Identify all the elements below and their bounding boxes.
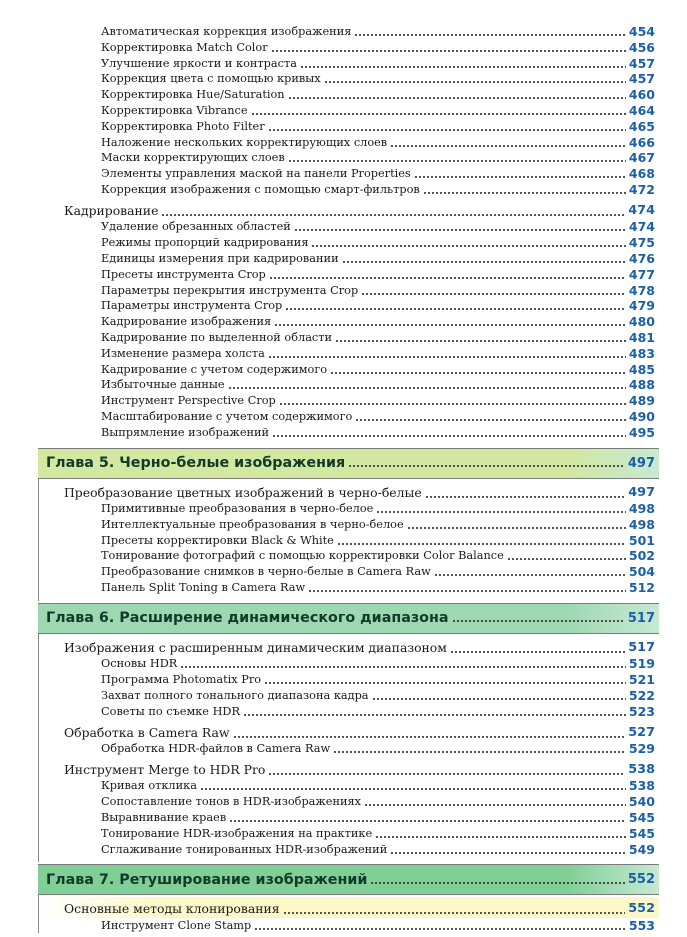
- page-number: 512: [628, 580, 655, 595]
- entry-title: Изображения с расширенным динамическим диапазоном: [64, 639, 447, 655]
- page-number: 529: [628, 741, 655, 756]
- dot-leader: [243, 714, 626, 716]
- chapter-heading[interactable]: [38, 448, 659, 479]
- page-number: 527: [628, 724, 655, 740]
- dot-leader: [233, 736, 626, 738]
- toc-subsection-entry[interactable]: [101, 917, 655, 933]
- toc-section-entry[interactable]: [64, 760, 655, 778]
- page-number: 497: [627, 455, 655, 471]
- page-number: 519: [628, 656, 655, 672]
- entry-title: Коррекция изображения с помощью смарт-фильтров: [101, 183, 420, 196]
- chapter-heading[interactable]: [38, 864, 659, 895]
- page-number: 465: [628, 118, 655, 134]
- toc-subsection-entry[interactable]: [101, 297, 655, 313]
- dot-leader: [285, 308, 626, 310]
- page-number: 477: [628, 266, 655, 282]
- entry-title: Автоматическая коррекция изображения: [101, 25, 352, 38]
- entry-title: Тонирование HDR-изображения на практике: [101, 826, 373, 840]
- dot-leader: [269, 277, 626, 279]
- page-number: 522: [628, 687, 655, 703]
- page-number: 495: [628, 424, 655, 440]
- dot-leader: [414, 176, 626, 178]
- dot-leader: [361, 293, 626, 295]
- toc-section-entry[interactable]: [64, 638, 655, 656]
- dot-leader: [342, 261, 626, 263]
- entry-title: Пресеты инструмента Crop: [101, 267, 266, 281]
- toc-subsection-entry[interactable]: [101, 329, 655, 345]
- entry-title: Кривая отклика: [101, 779, 197, 793]
- toc-subsection-entry[interactable]: [101, 809, 655, 825]
- dot-leader: [348, 465, 625, 467]
- toc-subsection-entry[interactable]: [101, 218, 655, 234]
- dot-leader: [423, 192, 626, 194]
- dot-leader: [229, 820, 626, 822]
- dot-leader: [376, 511, 626, 513]
- page-number: 538: [628, 761, 655, 777]
- dot-leader: [335, 340, 626, 342]
- toc-subsection-entry[interactable]: [101, 703, 655, 719]
- toc-subsection-entry[interactable]: [101, 671, 655, 687]
- entry-title: Инструмент Perspective Crop: [101, 394, 276, 408]
- dot-leader: [268, 129, 626, 131]
- page-number: 464: [628, 103, 655, 118]
- entry-title: Масштабирование с учетом содержимого: [101, 409, 353, 423]
- entry-title: Избыточные данные: [101, 378, 225, 392]
- toc-subsection-entry[interactable]: [101, 149, 655, 165]
- toc-subsection-entry[interactable]: [101, 250, 655, 266]
- toc-subsection-entry[interactable]: [101, 687, 655, 703]
- dot-leader: [364, 804, 626, 806]
- page-number: 545: [628, 825, 655, 841]
- entry-title: Кадрирование по выделенной области: [101, 330, 333, 344]
- toc-subsection-entry[interactable]: [101, 532, 655, 548]
- dot-leader: [161, 214, 625, 216]
- entry-title: Инструмент Merge to HDR Pro: [64, 761, 266, 777]
- toc-subsection-entry[interactable]: [101, 579, 655, 595]
- page-number: 466: [628, 134, 655, 150]
- dot-leader: [180, 666, 626, 668]
- dot-leader: [294, 229, 626, 231]
- entry-title: Пресеты корректировки Black & White: [101, 533, 334, 547]
- toc-subsection-entry[interactable]: [101, 793, 655, 809]
- toc-subsection-entry[interactable]: [101, 181, 655, 197]
- dot-leader: [390, 852, 626, 854]
- page-number: 553: [628, 917, 655, 933]
- chapter-title: Глава 6. Расширение динамического диапазона: [46, 610, 449, 627]
- page-number: 485: [628, 361, 655, 377]
- entry-title: Корректировка Match Color: [101, 40, 268, 54]
- page-number: 478: [628, 282, 655, 298]
- page-number: 457: [628, 55, 655, 71]
- dot-leader: [279, 403, 626, 405]
- page-number: 502: [628, 548, 655, 564]
- dot-leader: [274, 324, 626, 326]
- page-number: 552: [627, 872, 655, 888]
- chapter-margin-rule: [38, 895, 39, 932]
- entry-title: Преобразование снимков в черно-белые в Camera Raw: [101, 565, 431, 579]
- page-number: 540: [628, 794, 655, 810]
- page-number: 498: [628, 501, 655, 516]
- entry-title: Выравнивание краев: [101, 810, 227, 824]
- entry-title: Коррекция цвета с помощью кривых: [101, 72, 321, 86]
- page-number: 454: [628, 24, 655, 39]
- dot-leader: [354, 34, 626, 36]
- entry-title: Интеллектуальные преобразования в черно-белое: [101, 517, 404, 531]
- dot-leader: [337, 543, 626, 545]
- entry-title: Основы HDR: [101, 657, 178, 671]
- toc-subsection-entry[interactable]: [101, 70, 655, 86]
- chapter-heading[interactable]: [38, 603, 659, 634]
- dot-leader: [425, 496, 626, 498]
- entry-title: Инструмент Clone Stamp: [101, 918, 252, 932]
- toc-subsection-entry[interactable]: [101, 282, 655, 298]
- page-number: 481: [628, 329, 655, 345]
- toc-subsection-entry[interactable]: [101, 740, 655, 756]
- dot-leader: [271, 50, 626, 52]
- toc-subsection-entry[interactable]: [101, 825, 655, 841]
- entry-title: Режимы пропорций кадрирования: [101, 236, 309, 250]
- chapter-margin-rule: [38, 479, 39, 601]
- entry-title: Корректировка Hue/Saturation: [101, 88, 285, 102]
- toc-subsection-entry[interactable]: [101, 23, 655, 39]
- entry-title: Сопоставление тонов в HDR-изображениях: [101, 795, 362, 809]
- dot-leader: [300, 66, 626, 68]
- toc-subsection-entry[interactable]: [101, 102, 655, 118]
- entry-title: Корректировка Vibrance: [101, 104, 248, 117]
- dot-leader: [268, 773, 625, 775]
- entry-title: Кадрирование изображения: [101, 315, 272, 329]
- entry-title: Параметры инструмента Crop: [101, 299, 283, 313]
- toc-subsection-entry[interactable]: [101, 392, 655, 408]
- page-number: 498: [628, 516, 655, 532]
- dot-leader: [370, 882, 624, 884]
- dot-leader: [288, 97, 626, 99]
- toc-subsection-entry[interactable]: [101, 655, 655, 671]
- page-number: 483: [628, 345, 655, 361]
- entry-title: Программа Photomatix Pro: [101, 673, 262, 687]
- chapter-title: Глава 5. Черно-белые изображения: [46, 455, 346, 471]
- page-number: 549: [628, 841, 655, 857]
- page-number: 456: [628, 39, 655, 55]
- entry-title: Обработка в Camera Raw: [64, 724, 230, 740]
- entry-title: Маски корректирующих слоев: [101, 151, 285, 165]
- entry-title: Наложение нескольких корректирующих слоев: [101, 135, 388, 149]
- page-number: 460: [628, 87, 655, 103]
- dot-leader: [390, 145, 626, 147]
- entry-title: Захват полного тонального диапазона кадра: [101, 688, 369, 702]
- dot-leader: [450, 651, 625, 653]
- entry-title: Тонирование фотографий с помощью корректировки Color Balance: [101, 549, 504, 563]
- entry-title: Преобразование цветных изображений в черно-белые: [64, 484, 422, 500]
- entry-title: Корректировка Photo Filter: [101, 119, 265, 133]
- toc-subsection-entry[interactable]: [101, 361, 655, 377]
- entry-title: Параметры перекрытия инструмента Crop: [101, 283, 359, 297]
- dot-leader: [251, 113, 626, 115]
- dot-leader: [372, 698, 626, 700]
- dot-leader: [324, 81, 626, 83]
- entry-title: Советы по съемке HDR: [101, 704, 240, 718]
- page-number: 489: [628, 393, 655, 409]
- page-number: 504: [628, 564, 655, 580]
- dot-leader: [333, 751, 626, 753]
- entry-title: Обработка HDR-файлов в Camera Raw: [101, 742, 331, 755]
- dot-leader: [330, 372, 626, 374]
- chapter-row[interactable]: [46, 865, 655, 894]
- page-number: 474: [628, 219, 655, 235]
- page-number: 538: [628, 778, 655, 794]
- entry-title: Сглаживание тонированных HDR-изображений: [101, 842, 388, 856]
- entry-title: Кадрирование с учетом содержимого: [101, 362, 328, 376]
- toc-subsection-entry[interactable]: [101, 118, 655, 134]
- toc-subsection-entry[interactable]: [101, 55, 655, 71]
- page-number: 488: [628, 377, 655, 393]
- page-number: 457: [628, 71, 655, 87]
- toc-subsection-entry[interactable]: [101, 165, 655, 181]
- entry-title: Удаление обрезанных областей: [101, 220, 291, 234]
- page-number: 523: [628, 703, 655, 719]
- toc-subsection-entry[interactable]: [101, 376, 655, 392]
- page-number: 552: [628, 901, 655, 917]
- page-number: 517: [627, 610, 655, 626]
- chapter-title: Глава 7. Ретуширование изображений: [46, 871, 368, 888]
- entry-title: Выпрямление изображений: [101, 425, 270, 439]
- page-number: 545: [628, 809, 655, 825]
- dot-leader: [272, 435, 626, 437]
- toc-subsection-entry[interactable]: [101, 39, 655, 55]
- toc-section-entry[interactable]: [64, 899, 655, 917]
- page-number: 475: [628, 235, 655, 251]
- page-number: 468: [628, 166, 655, 182]
- entry-title: Элементы управления маской на панели Properties: [101, 167, 411, 181]
- dot-leader: [308, 590, 626, 592]
- dot-leader: [452, 620, 625, 622]
- toc-subsection-entry[interactable]: [101, 86, 655, 102]
- page-number: 476: [628, 250, 655, 266]
- toc-subsection-entry[interactable]: [101, 345, 655, 361]
- toc-subsection-entry[interactable]: [101, 408, 655, 424]
- chapter-row[interactable]: [46, 449, 655, 478]
- dot-leader: [375, 836, 626, 838]
- dot-leader: [434, 574, 626, 576]
- toc-subsection-entry[interactable]: [101, 313, 655, 329]
- page-number: 497: [628, 484, 655, 500]
- toc-subsection-entry[interactable]: [101, 516, 655, 532]
- chapter-margin-rule: [38, 634, 39, 863]
- dot-leader: [254, 928, 626, 930]
- dot-leader: [507, 558, 626, 560]
- entry-title: Кадрирование: [64, 202, 159, 218]
- toc-subsection-entry[interactable]: [101, 500, 655, 516]
- toc-subsection-entry[interactable]: [101, 563, 655, 579]
- page-number: 490: [628, 408, 655, 424]
- dot-leader: [288, 160, 626, 162]
- dot-leader: [311, 245, 625, 247]
- page-number: 474: [628, 202, 655, 218]
- toc-subsection-entry[interactable]: [101, 777, 655, 793]
- dot-leader: [200, 788, 626, 790]
- page-number: 501: [628, 532, 655, 548]
- toc-section-entry[interactable]: [64, 201, 655, 219]
- toc-subsection-entry[interactable]: [101, 424, 655, 440]
- entry-title: Примитивные преобразования в черно-белое: [101, 502, 374, 515]
- dot-leader: [268, 356, 626, 358]
- page-number: 521: [628, 672, 655, 688]
- entry-title: Единицы измерения при кадрировании: [101, 251, 339, 265]
- entry-title: Изменение размера холста: [101, 346, 265, 360]
- page-number: 517: [628, 639, 655, 655]
- dot-leader: [407, 527, 626, 529]
- page-number: 480: [628, 314, 655, 330]
- dot-leader: [264, 682, 626, 684]
- toc-subsection-entry[interactable]: [101, 547, 655, 563]
- toc-section-entry[interactable]: [64, 723, 655, 741]
- dot-leader: [355, 419, 626, 421]
- page-number: 479: [628, 298, 655, 314]
- entry-title: Улучшение яркости и контраста: [101, 56, 297, 70]
- entry-title: Панель Split Toning в Camera Raw: [101, 581, 306, 594]
- dot-leader: [228, 387, 626, 389]
- chapter-row[interactable]: [46, 604, 655, 633]
- toc-subsection-entry[interactable]: [101, 266, 655, 282]
- toc-subsection-entry[interactable]: [101, 234, 655, 250]
- entry-title: Основные методы клонирования: [64, 901, 280, 917]
- dot-leader: [283, 912, 626, 914]
- page-number: 472: [628, 182, 655, 197]
- toc-subsection-entry[interactable]: [101, 134, 655, 150]
- toc-subsection-entry[interactable]: [101, 841, 655, 857]
- page-number: 467: [628, 150, 655, 166]
- toc-section-entry[interactable]: [64, 483, 655, 501]
